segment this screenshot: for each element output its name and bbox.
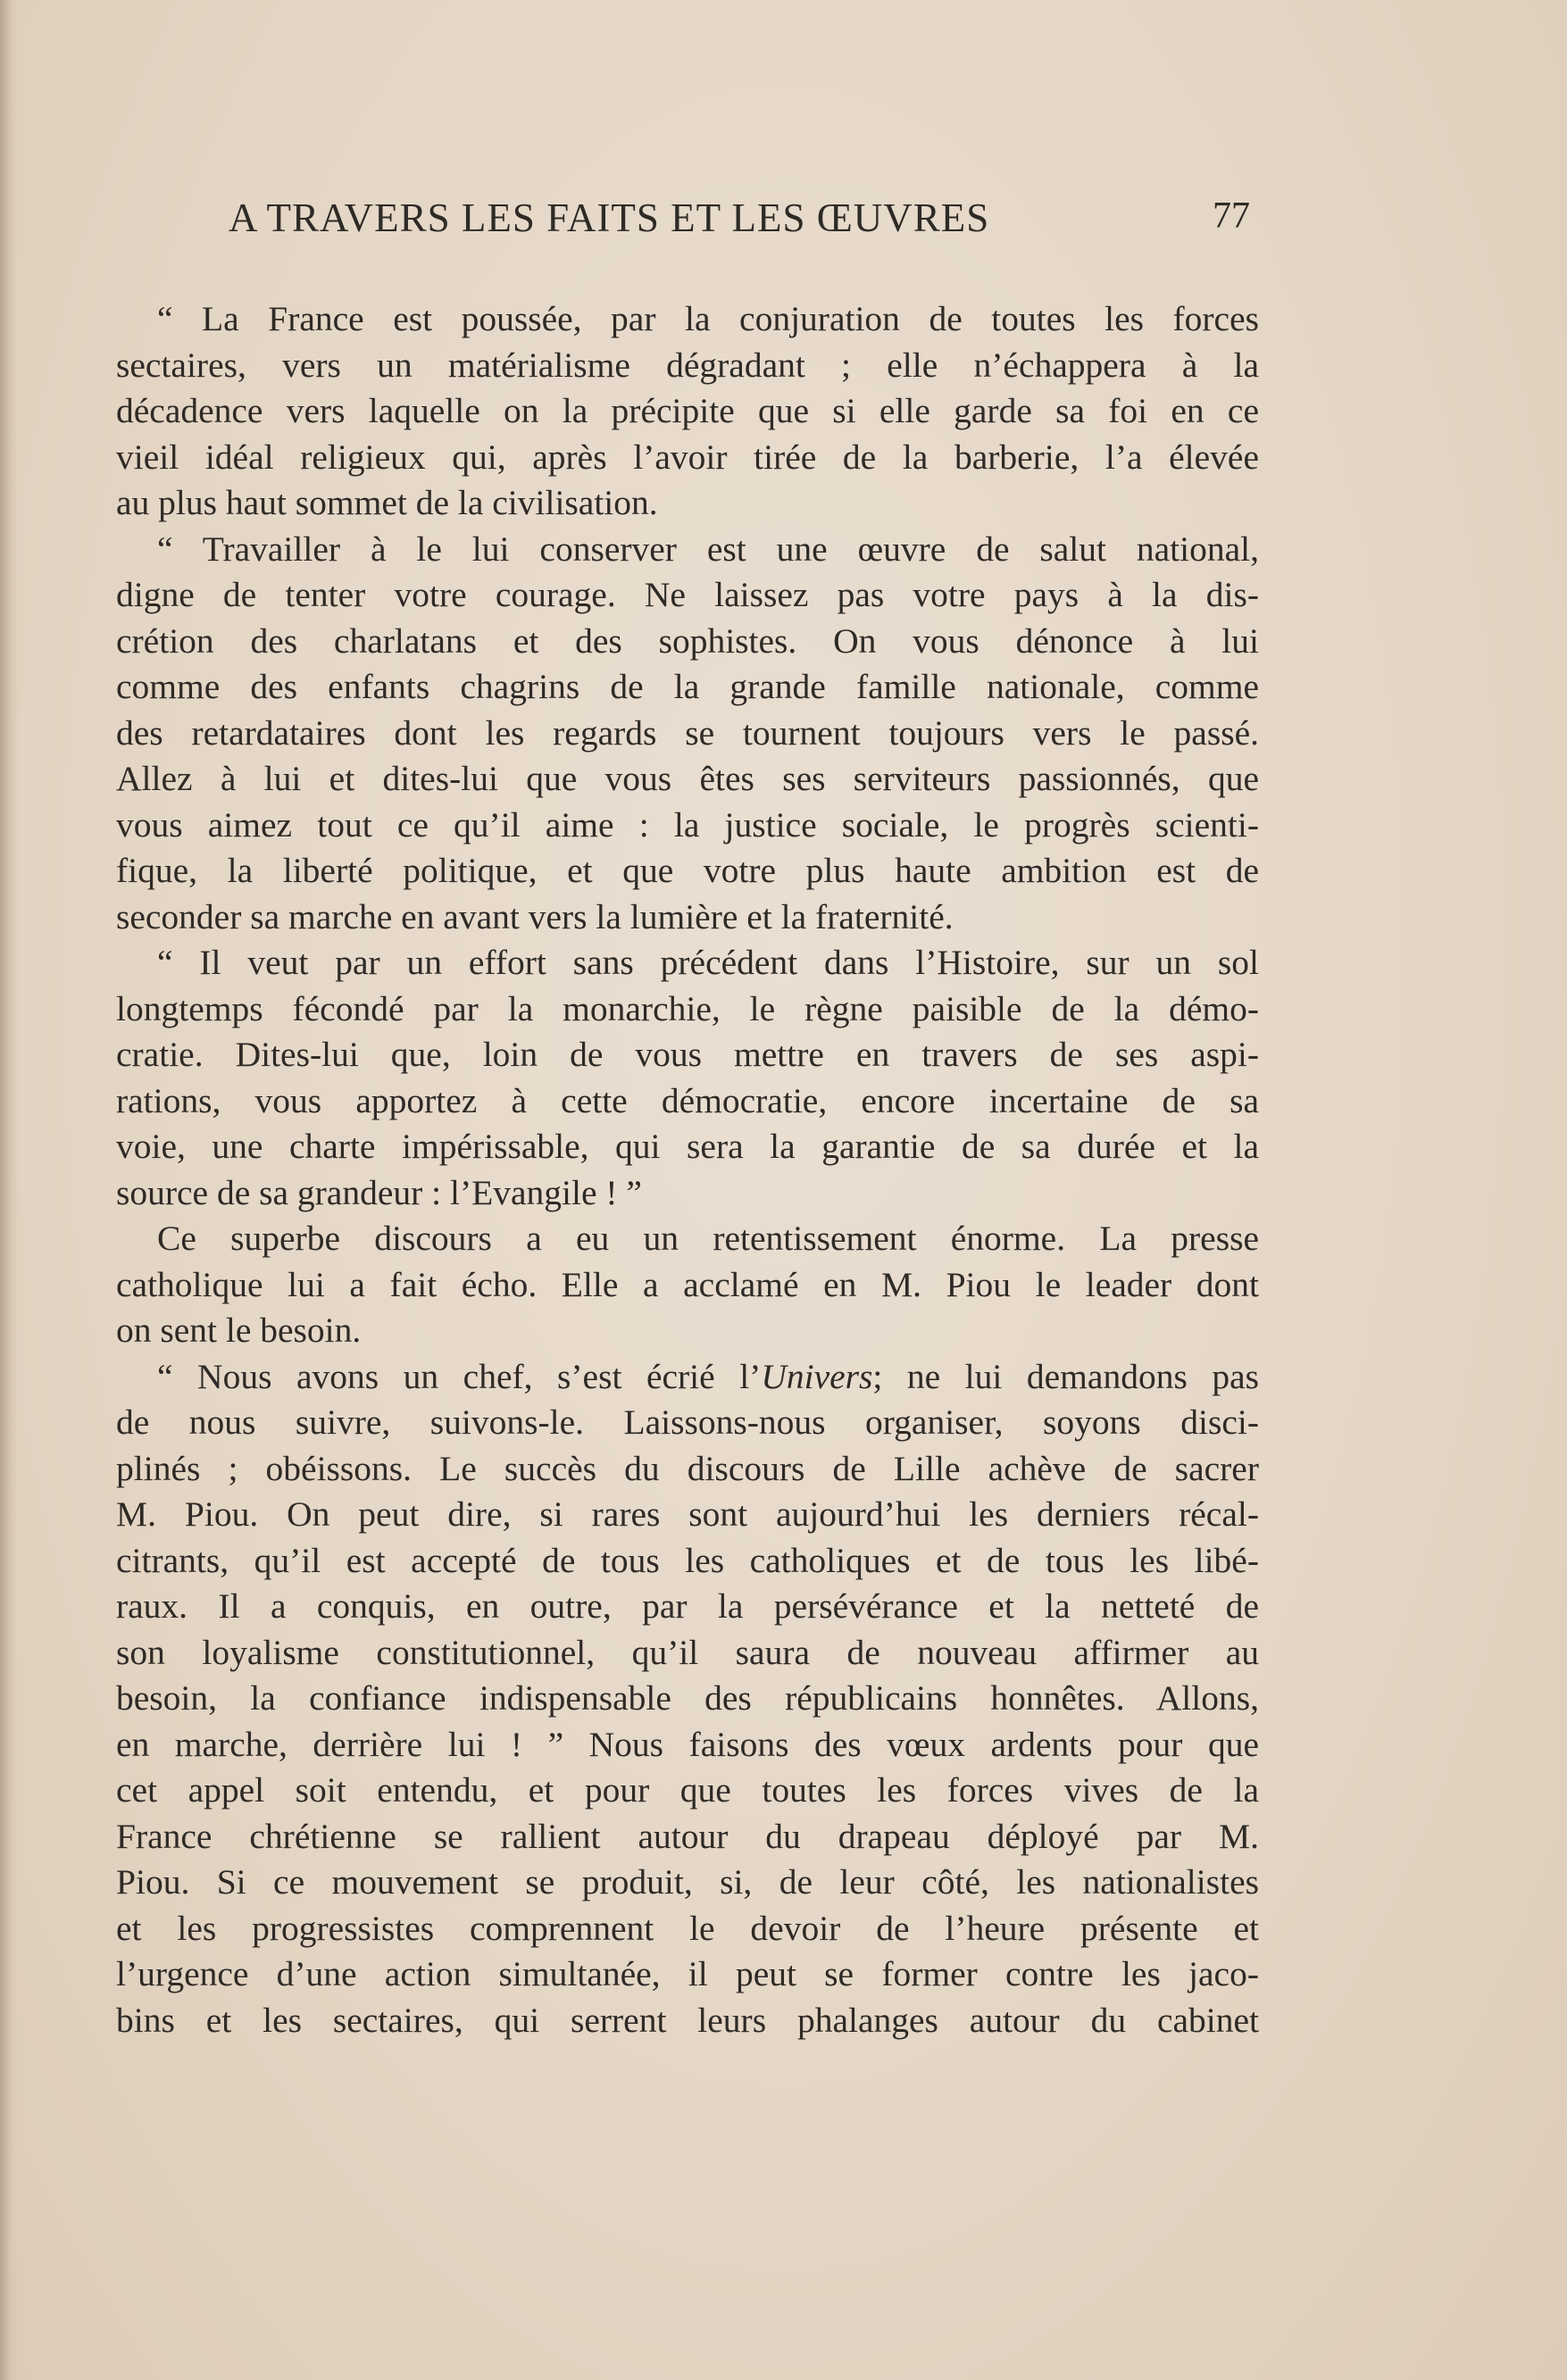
text-line: France chrétienne se rallient autour du drapeau déployé par M. [116, 1816, 1259, 1856]
text-line: besoin, la confiance indispensable des républicains honnêtes. Allons, [116, 1678, 1259, 1718]
text-line: voie, une charte impérissable, qui sera la garantie de sa durée et la [116, 1127, 1259, 1166]
text-line: plinés ; obéissons. Le succès du discours de Lille achève de sacrer [116, 1448, 1259, 1488]
text-line: en marche, derrière lui ! ” Nous faisons des vœux ardents pour que [116, 1724, 1259, 1764]
text-line: source de sa grandeur : l’Evangile ! ” [116, 1172, 642, 1212]
body-text [116, 296, 1259, 2043]
text-line: “ La France est poussée, par la conjuration de toutes les forces [157, 299, 1259, 338]
text-line: catholique lui a fait écho. Elle a acclamé en M. Piou le leader dont [116, 1264, 1259, 1304]
text-line: sectaires, vers un matérialisme dégradant ; elle n’échappera à la [116, 345, 1259, 385]
text-line-univers [116, 1354, 1259, 1401]
univers-title: Univers [761, 1356, 873, 1396]
text-line: cet appel soit entendu, et pour que toutes les forces vives de la [116, 1770, 1259, 1810]
text-line: Piou. Si ce mouvement se produit, si, de leur côté, les nationalistes [116, 1862, 1259, 1902]
text-line: fique, la liberté politique, et que votre plus haute ambition est de [116, 851, 1259, 890]
page-header [116, 195, 1250, 257]
text-line: M. Piou. On peut dire, si rares sont aujourd’hui les derniers récal- [116, 1494, 1259, 1534]
text-line: vieil idéal religieux qui, après l’avoir tirée de la barberie, l’a élevée [116, 437, 1259, 477]
text-line: son loyalisme constitutionnel, qu’il saura de nouveau affirmer au [116, 1632, 1259, 1672]
page-number: 77 [1213, 196, 1250, 237]
text-line: décadence vers laquelle on la précipite que si elle garde sa foi en ce [116, 391, 1259, 430]
text-line: “ Travailler à le lui conserver est une œuvre de salut national, [157, 528, 1259, 569]
text-line: seconder sa marche en avant vers la lumière et la fraternité. [116, 896, 954, 936]
text-line: des retardataires dont les regards se tournent toujours vers le passé. [116, 712, 1259, 753]
text-line: rations, vous apportez à cette démocratie, encore incertaine de sa [116, 1080, 1259, 1120]
book-spine-shadow [0, 0, 18, 2380]
text-line: et les progressistes comprennent le devoir de l’heure présente et [116, 1908, 1259, 1948]
text-line: comme des enfants chagrins de la grande famille nationale, comme [116, 667, 1259, 706]
text-line: longtemps fécondé par la monarchie, le règne paisible de la démo- [116, 988, 1259, 1028]
text-line: crétion des charlatans et des sophistes. On vous dénonce à lui [116, 620, 1259, 661]
text-line: Ce superbe discours a eu un retentissement énorme. La presse [157, 1219, 1259, 1258]
text-line: Allez à lui et dites-lui que vous êtes ses serviteurs passionnés, que [116, 759, 1259, 798]
text-line: bins et les sectaires, qui serrent leurs phalanges autour du cabinet [116, 2000, 1259, 2040]
text-line: vous aimez tout ce qu’il aime : la justice sociale, le progrès scienti- [116, 804, 1259, 845]
text-line: on sent le besoin. [116, 1311, 362, 1350]
text-line: digne de tenter votre courage. Ne laissez pas votre pays à la dis- [116, 575, 1259, 614]
text-line: au plus haut sommet de la civilisation. [116, 483, 658, 522]
text-line: l’urgence d’une action simultanée, il peut se former contre les jaco- [116, 1954, 1259, 1993]
text-line: de nous suivre, suivons-le. Laissons-nous organiser, soyons disci- [116, 1402, 1259, 1442]
text-line: raux. Il a conquis, en outre, par la persévérance et la netteté de [116, 1586, 1259, 1626]
text-line: cratie. Dites-lui que, loin de vous mettre en travers de ses aspi- [116, 1035, 1259, 1074]
text-line: “ Il veut par un effort sans précédent dans l’Histoire, sur un sol [157, 943, 1259, 982]
univers-line-start: “ Nous avons un chef, s’est écrié l’ [157, 1356, 762, 1396]
text-line: citrants, qu’il est accepté de tous les catholiques et de tous les libé- [116, 1540, 1259, 1580]
running-title: A TRAVERS LES FAITS ET LES ŒUVRES [229, 196, 990, 240]
univers-line-end: ; ne lui demandons pas [872, 1356, 1259, 1396]
